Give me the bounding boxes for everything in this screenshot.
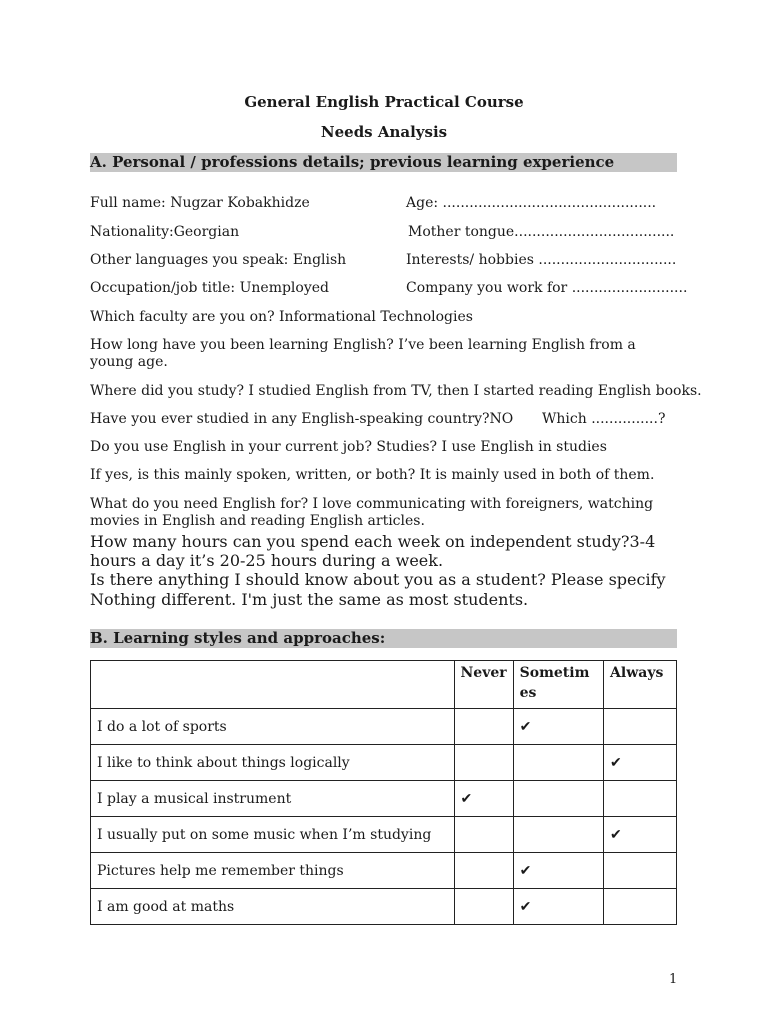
document-subtitle: Needs Analysis [320,123,448,141]
column-header-sometimes: Sometimes [513,661,603,709]
hours-answer: How many hours can you spend each week on independent study?3-4 hours a day it’s 20-25 hours during a week. [90,532,656,570]
nationality-field: Nationality:Georgian [90,224,240,240]
other-languages-field: Other languages you speak: English [90,252,347,268]
statement-cell: I play a musical instrument [91,781,455,817]
never-cell [454,709,513,745]
table-header-row [91,661,677,709]
never-cell [454,853,513,889]
section-b-heading: B. Learning styles and approaches: [90,629,677,648]
statement-cell: Pictures help me remember things [91,853,455,889]
how-long-answer: How long have you been learning English? I’ve been learning English from a young age. [90,337,636,370]
never-cell: ✔ [454,781,513,817]
document-title: General English Practical Course [244,93,524,111]
sometimes-cell [513,781,603,817]
never-cell [454,889,513,925]
sometimes-cell: ✔ [513,889,603,925]
anything-question: Is there anything I should know about you as a student? Please specify [90,570,666,589]
always-cell: ✔ [604,745,677,781]
never-cell [454,745,513,781]
section-a-heading: A. Personal / professions details; previous learning experience [90,153,677,172]
sometimes-cell: ✔ [513,853,603,889]
statement-cell: I do a lot of sports [91,709,455,745]
statement-cell: I am good at maths [91,889,455,925]
mother-tongue-field: Mother tongue.................................... [408,224,675,240]
use-english-answer: Do you use English in your current job? Studies? I use English in studies [90,439,607,455]
which-country-field: Which ...............? [542,411,666,427]
table-row [91,853,677,889]
table-row [91,745,677,781]
interests-field: Interests/ hobbies ............................... [406,252,677,268]
studied-abroad-answer: Have you ever studied in any English-speaking country?NO [90,411,514,427]
full-name-field: Full name: Nugzar Kobakhidze [90,195,310,211]
table-row [91,709,677,745]
age-field: Age: ................................................ [406,195,657,211]
sometimes-cell [513,817,603,853]
need-for-answer: What do you need English for? I love communicating with foreigners, watching movies in English and reading English articles. [90,496,654,529]
statement-cell: I usually put on some music when I’m studying [91,817,455,853]
anything-answer: Nothing different. I'm just the same as most students. [90,590,529,609]
column-header-always: Always [604,661,677,709]
mainly-answer: If yes, is this mainly spoken, written, or both? It is mainly used in both of them. [90,467,655,483]
column-header-statement [91,661,455,709]
always-cell [604,889,677,925]
page-number: 1 [669,972,678,987]
table-row [91,889,677,925]
always-cell [604,853,677,889]
faculty-field: Which faculty are you on? Informational Technologies [90,309,473,325]
company-field: Company you work for .......................... [406,280,688,296]
occupation-field: Occupation/job title: Unemployed [90,280,329,296]
always-cell [604,781,677,817]
statement-cell: I like to think about things logically [91,745,455,781]
sometimes-cell: ✔ [513,709,603,745]
always-cell: ✔ [604,817,677,853]
column-header-never: Never [454,661,513,709]
learning-styles-table [90,660,677,925]
always-cell [604,709,677,745]
sometimes-cell [513,745,603,781]
where-study-answer: Where did you study? I studied English from TV, then I started reading English books. [90,383,702,399]
table-row [91,817,677,853]
table-row [91,781,677,817]
never-cell [454,817,513,853]
